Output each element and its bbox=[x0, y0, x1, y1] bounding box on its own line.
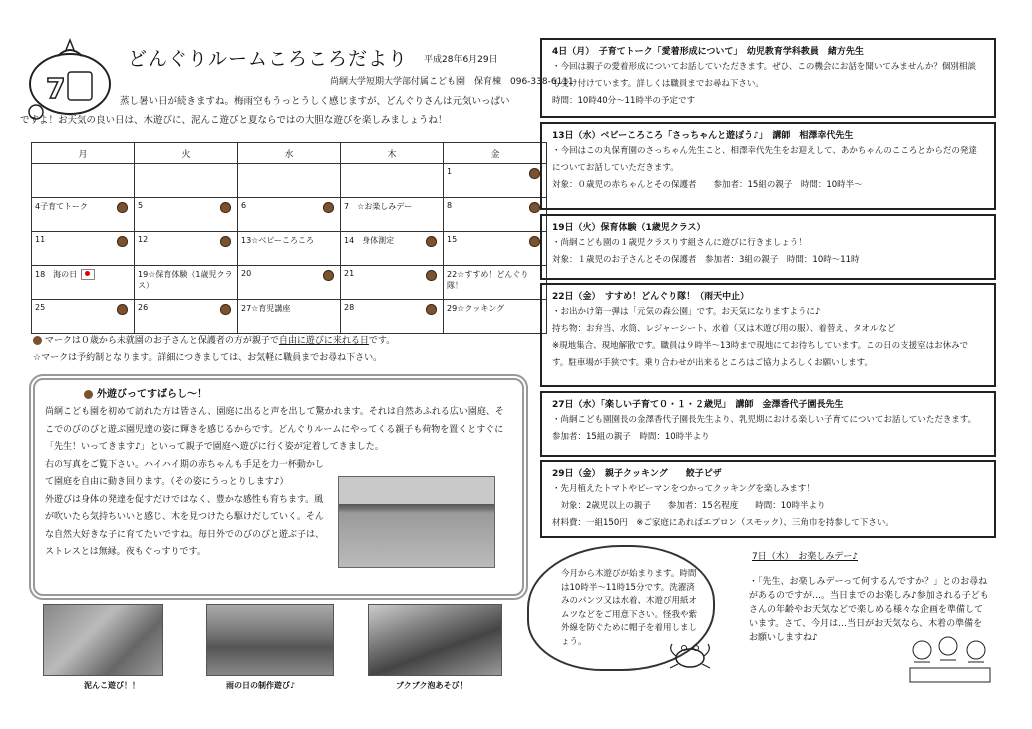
event-detail: ・今回はこの丸保育園のさっちゃん先生こと、相澤幸代先生をお迎えして、あかちゃんのこころとからだの発達についてお話していただきます。 bbox=[552, 146, 977, 173]
calendar-day bbox=[135, 164, 238, 198]
calendar-day bbox=[341, 164, 444, 198]
calendar-week bbox=[32, 198, 547, 232]
play-paragraph-1: 尚絅こども園を初めて訪れた方は皆さん、園庭に出ると声を出して驚かれます。それは自然あふれる広い園庭、そこでのびのびと遊ぶ園児達の姿に輝きを感じるからです。どんぐりルームにやってくる親子も荷物を置くとすぐに「先生！いってきます♪」といって親子で園庭へ遊びに行く姿が定着してきました。 bbox=[45, 407, 504, 452]
swimming-notice-text: 今月から木遊びが始まります。時間は10時半～11時15分です。洗濯済みのパンツ又は水着、木遊び用紙オムツなどをご用意下さい。怪我や紫外線を防ぐために帽子を着用しましょう。 bbox=[561, 569, 698, 647]
calendar-day-label: 6 bbox=[241, 201, 247, 210]
acorn-icon bbox=[529, 202, 540, 213]
japan-flag-icon bbox=[81, 269, 95, 280]
calendar-day bbox=[135, 232, 238, 266]
calendar-day-label: 12 bbox=[138, 235, 149, 244]
acorn-icon bbox=[117, 202, 128, 213]
calendar-day bbox=[238, 164, 341, 198]
calendar-week bbox=[32, 164, 547, 198]
acorn-icon bbox=[220, 304, 231, 315]
calendar-day-label: 26 bbox=[138, 303, 149, 312]
event-detail: 対象：０歳児の赤ちゃんとその保護者 参加者：15組の親子 時間：10時半～ bbox=[552, 180, 863, 190]
photo-bubble-play bbox=[368, 604, 502, 676]
calendar-day bbox=[444, 164, 547, 198]
caption-bubble-play: ブクブク泡あそび！ bbox=[396, 681, 468, 690]
calendar-day-label: 5 bbox=[138, 201, 144, 210]
event-box bbox=[540, 122, 996, 210]
calendar-day bbox=[444, 300, 547, 334]
acorn-icon bbox=[529, 168, 540, 179]
event-detail: ・今回は親子の愛着形成についてお話していただきます。ぜひ、この機会にお話を聞いてみませんか？個別相談も受け付けています。詳しくは職員までお尋ね下さい。 bbox=[552, 62, 976, 89]
calendar-day-label: 4子育てトーク bbox=[35, 202, 88, 211]
event-detail: 持ち物：お弁当、水筒、レジャーシート、水着（又は木遊び用の服）、着替え、タオルなど bbox=[552, 324, 896, 334]
calendar-day bbox=[135, 300, 238, 334]
acorn-icon bbox=[426, 304, 437, 315]
calendar-day bbox=[32, 232, 135, 266]
calendar-day bbox=[32, 266, 135, 300]
acorn-icon bbox=[529, 236, 540, 247]
calendar-day-label: 13☆ベビーころころ bbox=[241, 236, 315, 245]
calendar-notes bbox=[33, 333, 395, 367]
event-box bbox=[540, 214, 996, 280]
children-illustration-icon bbox=[904, 632, 996, 688]
calendar-day-label: 28 bbox=[344, 303, 355, 312]
event-box bbox=[540, 283, 996, 387]
calendar-day bbox=[341, 300, 444, 334]
calendar-day bbox=[238, 266, 341, 300]
svg-text:7: 7 bbox=[46, 72, 66, 105]
calendar-day bbox=[32, 164, 135, 198]
calendar-header-0: 月 bbox=[32, 143, 135, 164]
calendar-day bbox=[444, 198, 547, 232]
calendar-day bbox=[444, 266, 547, 300]
event-heading: 19日（火）保育体験（1歳児クラス） bbox=[552, 223, 706, 233]
acorn-icon bbox=[220, 202, 231, 213]
calendar-day bbox=[238, 232, 341, 266]
acorn-icon bbox=[33, 336, 42, 345]
event-detail: ・尚絅こども園園長の金澤香代子園長先生より、乳児期における楽しい子育てについてお話していただきます。 参加者：15組の親子 時間：10時半より bbox=[552, 415, 989, 442]
play-paragraph-2: 右の写真をご覧下さい。ハイハイ期の赤ちゃんも手足を力一杯動かして園庭を自由に動き回ります。（その姿にうっとりします♪） bbox=[45, 459, 324, 487]
event-detail: ・お出かけ第一弾は「元気の森公園」です。お天気になりますように♪ bbox=[552, 307, 821, 317]
event-heading: 13日（水）ベビーころころ「さっちゃんと遊ぼう♪」 講師 相澤幸代先生 bbox=[552, 131, 854, 141]
calendar-header-1: 火 bbox=[135, 143, 238, 164]
event-box bbox=[540, 38, 996, 118]
calendar-day bbox=[341, 266, 444, 300]
acorn-icon bbox=[117, 304, 128, 315]
acorn-icon bbox=[84, 390, 93, 399]
calendar-day bbox=[32, 198, 135, 232]
event-detail: 対象：１歳児のお子さんとその保護者 参加者：3組の親子 時間：10時～11時 bbox=[552, 255, 860, 265]
event-heading: 22日（金） すすめ！どんぐり隊！（雨天中止） bbox=[552, 292, 750, 302]
calendar-day-label: 7 ☆お楽しみデー bbox=[344, 202, 413, 211]
note-line-2: ☆マークは予約制となります。詳細につきましては、お気軽に職員までお尋ね下さい。 bbox=[33, 353, 383, 363]
calendar-table bbox=[31, 142, 547, 334]
calendar-week bbox=[32, 266, 547, 300]
photo-mud-play bbox=[43, 604, 163, 676]
crab-icon bbox=[664, 640, 716, 670]
acorn-icon bbox=[323, 202, 334, 213]
calendar-day bbox=[32, 300, 135, 334]
calendar-day-label: 22☆すすめ！どんぐり隊！ bbox=[447, 270, 529, 290]
calendar-day-label: 14 身体測定 bbox=[344, 236, 395, 245]
calendar-day bbox=[341, 232, 444, 266]
event-heading: 4日（月） 子育てトーク「愛着形成について」 幼児教育学科教員 緒方先生 bbox=[552, 47, 864, 57]
event-heading: 27日（水）「楽しい子育て０・１・２歳児」 講師 金澤香代子園長先生 bbox=[552, 400, 844, 410]
calendar-day-label: 29☆クッキング bbox=[447, 304, 505, 313]
calendar-day-label: 21 bbox=[344, 269, 355, 278]
organization: 尚絅大学短期大学部付属こども園 保育棟 096-338-6111 bbox=[330, 77, 574, 87]
fun-day-text: ・「先生、お楽しみデーって何するんですか？」とのお尋ねがあるのですが…。当日までのお楽しみ♪参加される子どもさんの年齢やお天気などで楽しめる様々な企画を準備しています。さて、今月は…当日がお天気なら、木着の準備をお願いしますね♪ bbox=[749, 577, 989, 643]
calendar-day bbox=[238, 300, 341, 334]
caption-mud-play: 泥んこ遊び！！ bbox=[84, 681, 140, 690]
calendar-day-label: 1 bbox=[447, 167, 453, 176]
calendar-day bbox=[135, 266, 238, 300]
calendar-day bbox=[238, 198, 341, 232]
calendar-day-label: 8 bbox=[447, 201, 453, 210]
acorn-icon bbox=[323, 270, 334, 281]
calendar-day-label: 27☆育児講座 bbox=[241, 304, 291, 313]
event-detail: ・先月植えたトマトやピーマンをつかってクッキングを楽しみます！ bbox=[552, 484, 815, 494]
calendar-day bbox=[341, 198, 444, 232]
calendar-day-label: 15 bbox=[447, 235, 458, 244]
photo-rainy-craft bbox=[206, 604, 334, 676]
calendar-day bbox=[444, 232, 547, 266]
page-title: どんぐりルームころころだより bbox=[128, 48, 409, 70]
event-detail: 時間：10時40分～11時半の予定です bbox=[552, 96, 695, 106]
caption-rainy-craft: 雨の日の制作遊び♪ bbox=[226, 681, 296, 690]
calendar-day-label: 19☆保育体験（1歳児クラス） bbox=[138, 270, 233, 290]
calendar-header-3: 木 bbox=[341, 143, 444, 164]
calendar-day-label: 25 bbox=[35, 303, 46, 312]
issue-date: 平成28年6月29日 bbox=[424, 55, 498, 65]
event-box bbox=[540, 460, 996, 538]
calendar-day-label: 18 海の日 bbox=[35, 270, 78, 279]
calendar-header-4: 金 bbox=[444, 143, 547, 164]
event-detail: 対象：2歳児以上の親子 参加者：15名程度 時間：10時半より bbox=[552, 501, 826, 511]
outdoor-play-title: 外遊びってすばらし～！ bbox=[84, 385, 207, 400]
calendar-week bbox=[32, 300, 547, 334]
calendar-day-label: 11 bbox=[35, 235, 46, 244]
calendar-day bbox=[135, 198, 238, 232]
fun-day-title: 7日（木） お楽しみデー♪ bbox=[752, 552, 858, 562]
event-box bbox=[540, 391, 996, 457]
event-detail: ・尚絅こども園の１歳児クラスりす組さんに遊びに行きましょう！ bbox=[552, 238, 807, 248]
acorn-icon bbox=[426, 236, 437, 247]
acorn-icon bbox=[220, 236, 231, 247]
calendar-header-2: 水 bbox=[238, 143, 341, 164]
intro-text: 蒸し暑い日が続きますね。梅雨空もうっとうしく感じますが、どんぐりさんは元気いっぱいですよ！お天気の良い日は、木遊びに、泥んこ遊びと夏ならではの大胆な遊びを楽しみましょうね！ bbox=[20, 96, 510, 126]
event-detail: ※現地集合、現地解散です。職員は９時半～13時まで現地にてお待ちしています。この日の支援室はお休みです。駐車場が手狭です。乗り合わせが出来るところはご協力よろしくお願いします。 bbox=[552, 341, 969, 368]
acorn-icon bbox=[426, 270, 437, 281]
acorn-icon bbox=[117, 236, 128, 247]
event-heading: 29日（金） 親子クッキング 餃子ピザ bbox=[552, 469, 722, 479]
play-paragraph-3: 外遊びは身体の発達を促すだけではなく、豊かな感性も育ちます。風が吹いたら気持ちいいと感じ、木を見つけたら駆けだしていく。そんな自然大好きな子に育てたいですね。毎日外でのびのびと遊ぶ子は、ストレスとは無縁。夜もぐっすりです。 bbox=[45, 494, 325, 557]
event-detail: 材料費：一組150円 ※ご家庭にあればエプロン（スモック）、三角巾を持参して下さい。 bbox=[552, 518, 894, 528]
calendar-week bbox=[32, 232, 547, 266]
calendar-day-label: 20 bbox=[241, 269, 252, 278]
photo-crawling-baby bbox=[338, 476, 495, 568]
note-line-1: マークは０歳から未就園のお子さんと保護者の方が親子で自由に遊びに来れる日です。 bbox=[33, 333, 395, 350]
